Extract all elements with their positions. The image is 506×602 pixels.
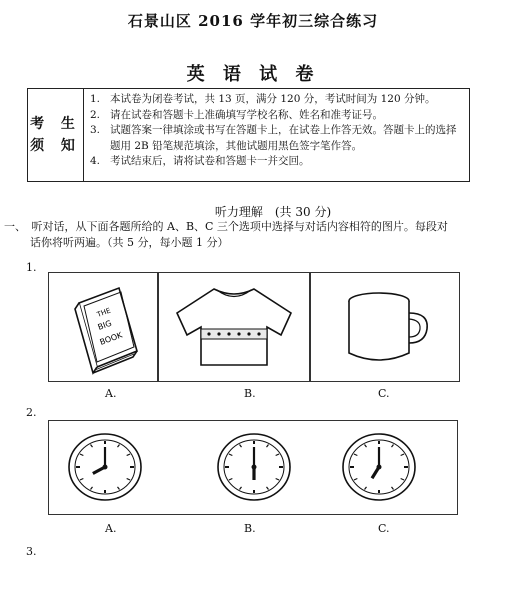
option-label: A. [105, 522, 117, 535]
question-number: 1. [26, 261, 37, 274]
clock-icon [218, 434, 290, 500]
notice-item-number: 2. [90, 108, 101, 121]
notice-item-number: 4. [90, 155, 101, 168]
question-number: 3. [26, 545, 37, 558]
notice-item [90, 154, 465, 170]
book-cover-text: BOOK [98, 330, 124, 347]
notice-item-text: 请在试卷和答题卡上准确填写学校名称、姓名和准考证号。 [110, 108, 383, 121]
part-number: 一、 [4, 220, 26, 233]
instruction-line-2: 话你将听两遍。（共 5 分，每小题 1 分） [30, 236, 229, 249]
instruction-line-1: 听对话，从下面各题所给的 A、B、C 三个选项中选择与对话内容相符的图片。每段对 [31, 220, 448, 233]
section-instruction [4, 219, 502, 251]
notice-item-text: 试题答案一律填涂或书写在答题卡上，在试卷上作答无效。答题卡上的选择题用 2B 铅笔规范填涂，其他试题用黑色签字笔作答。 [110, 124, 457, 152]
notice-item [90, 108, 465, 124]
notice-items [90, 92, 465, 170]
notice-label [28, 89, 84, 181]
section-title: 听力理解 (共 30 分) [214, 205, 332, 219]
option-label: B. [244, 387, 256, 400]
notice-item [90, 92, 465, 108]
option-picture-panel [48, 272, 158, 382]
exam-title: 英 语 试 卷 [186, 64, 320, 85]
option-picture-panel [310, 272, 460, 382]
book-cover-text: BIG [96, 318, 113, 332]
question-number: 2. [26, 406, 37, 419]
option-label: C. [378, 522, 390, 535]
notice-item-text: 本试卷为闭卷考试，共 13 页，满分 120 分，考试时间为 120 分钟。 [110, 93, 436, 105]
book-cover-text: THE [95, 306, 112, 319]
notice-box [27, 88, 470, 182]
tshirt-icon [159, 273, 309, 381]
option-label: B. [244, 522, 256, 535]
mug-icon [311, 273, 459, 381]
notice-item-number: 1. [90, 93, 101, 105]
option-label: C. [378, 387, 390, 400]
notice-label-line1: 考 生 [30, 116, 81, 132]
clock-icon [343, 434, 415, 500]
book-icon [49, 273, 157, 381]
notice-label-line2: 须 知 [30, 138, 81, 154]
clocks-group [49, 421, 457, 514]
option-picture-panel [48, 420, 458, 515]
notice-item-number: 3. [90, 124, 101, 137]
clock-icon [69, 434, 141, 500]
option-picture-panel [158, 272, 310, 382]
option-label: A. [105, 387, 117, 400]
notice-item-text: 考试结束后，请将试卷和答题卡一并交回。 [110, 155, 310, 168]
document-header-title: 石景山区 2016 学年初三综合练习 [127, 12, 379, 30]
notice-item [90, 123, 465, 154]
